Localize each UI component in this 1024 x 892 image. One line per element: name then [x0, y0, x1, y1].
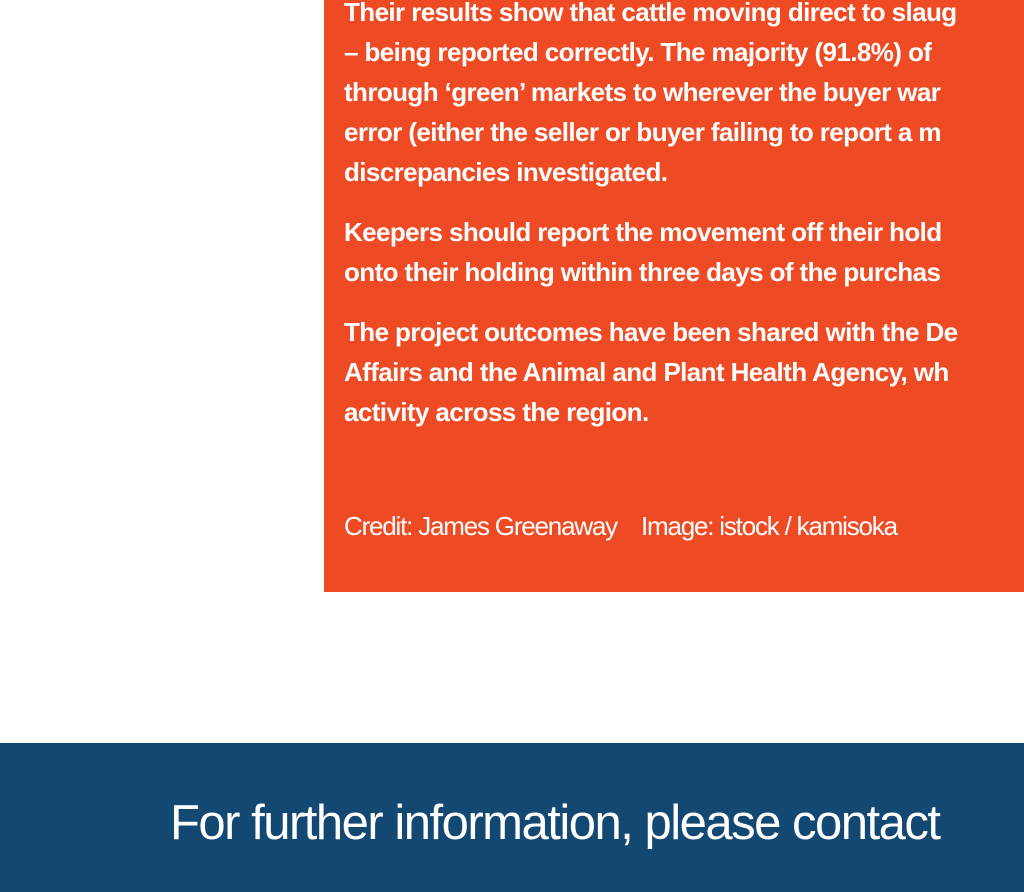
text-line: – being reported correctly. The majority (91.8%) of: [344, 37, 932, 67]
article-body: [344, 0, 1024, 452]
image-credit: Image: istock / kamisoka: [641, 511, 897, 541]
footer-contact-text: For further information, please contact: [170, 796, 940, 850]
paragraph-outcomes: [344, 312, 1024, 432]
text-line: Keepers should report the movement off their hold: [344, 217, 942, 247]
text-line: through ‘green’ markets to wherever the buyer war: [344, 77, 941, 107]
article-panel: [324, 0, 1024, 592]
credit-line: [344, 511, 897, 542]
text-line: activity across the region.: [344, 397, 649, 427]
text-line: The project outcomes have been shared with the De: [344, 317, 958, 347]
paragraph-keepers: [344, 212, 1024, 292]
footer-banner: [0, 743, 1024, 892]
text-line: onto their holding within three days of the purchas: [344, 257, 941, 287]
text-line: Their results show that cattle moving direct to slaug: [344, 0, 957, 27]
text-line: Affairs and the Animal and Plant Health Agency, wh: [344, 357, 949, 387]
text-line: error (either the seller or buyer failing to report a m: [344, 117, 941, 147]
paragraph-results: [344, 0, 1024, 192]
author-credit: Credit: James Greenaway: [344, 511, 617, 541]
text-line: discrepancies investigated.: [344, 157, 668, 187]
